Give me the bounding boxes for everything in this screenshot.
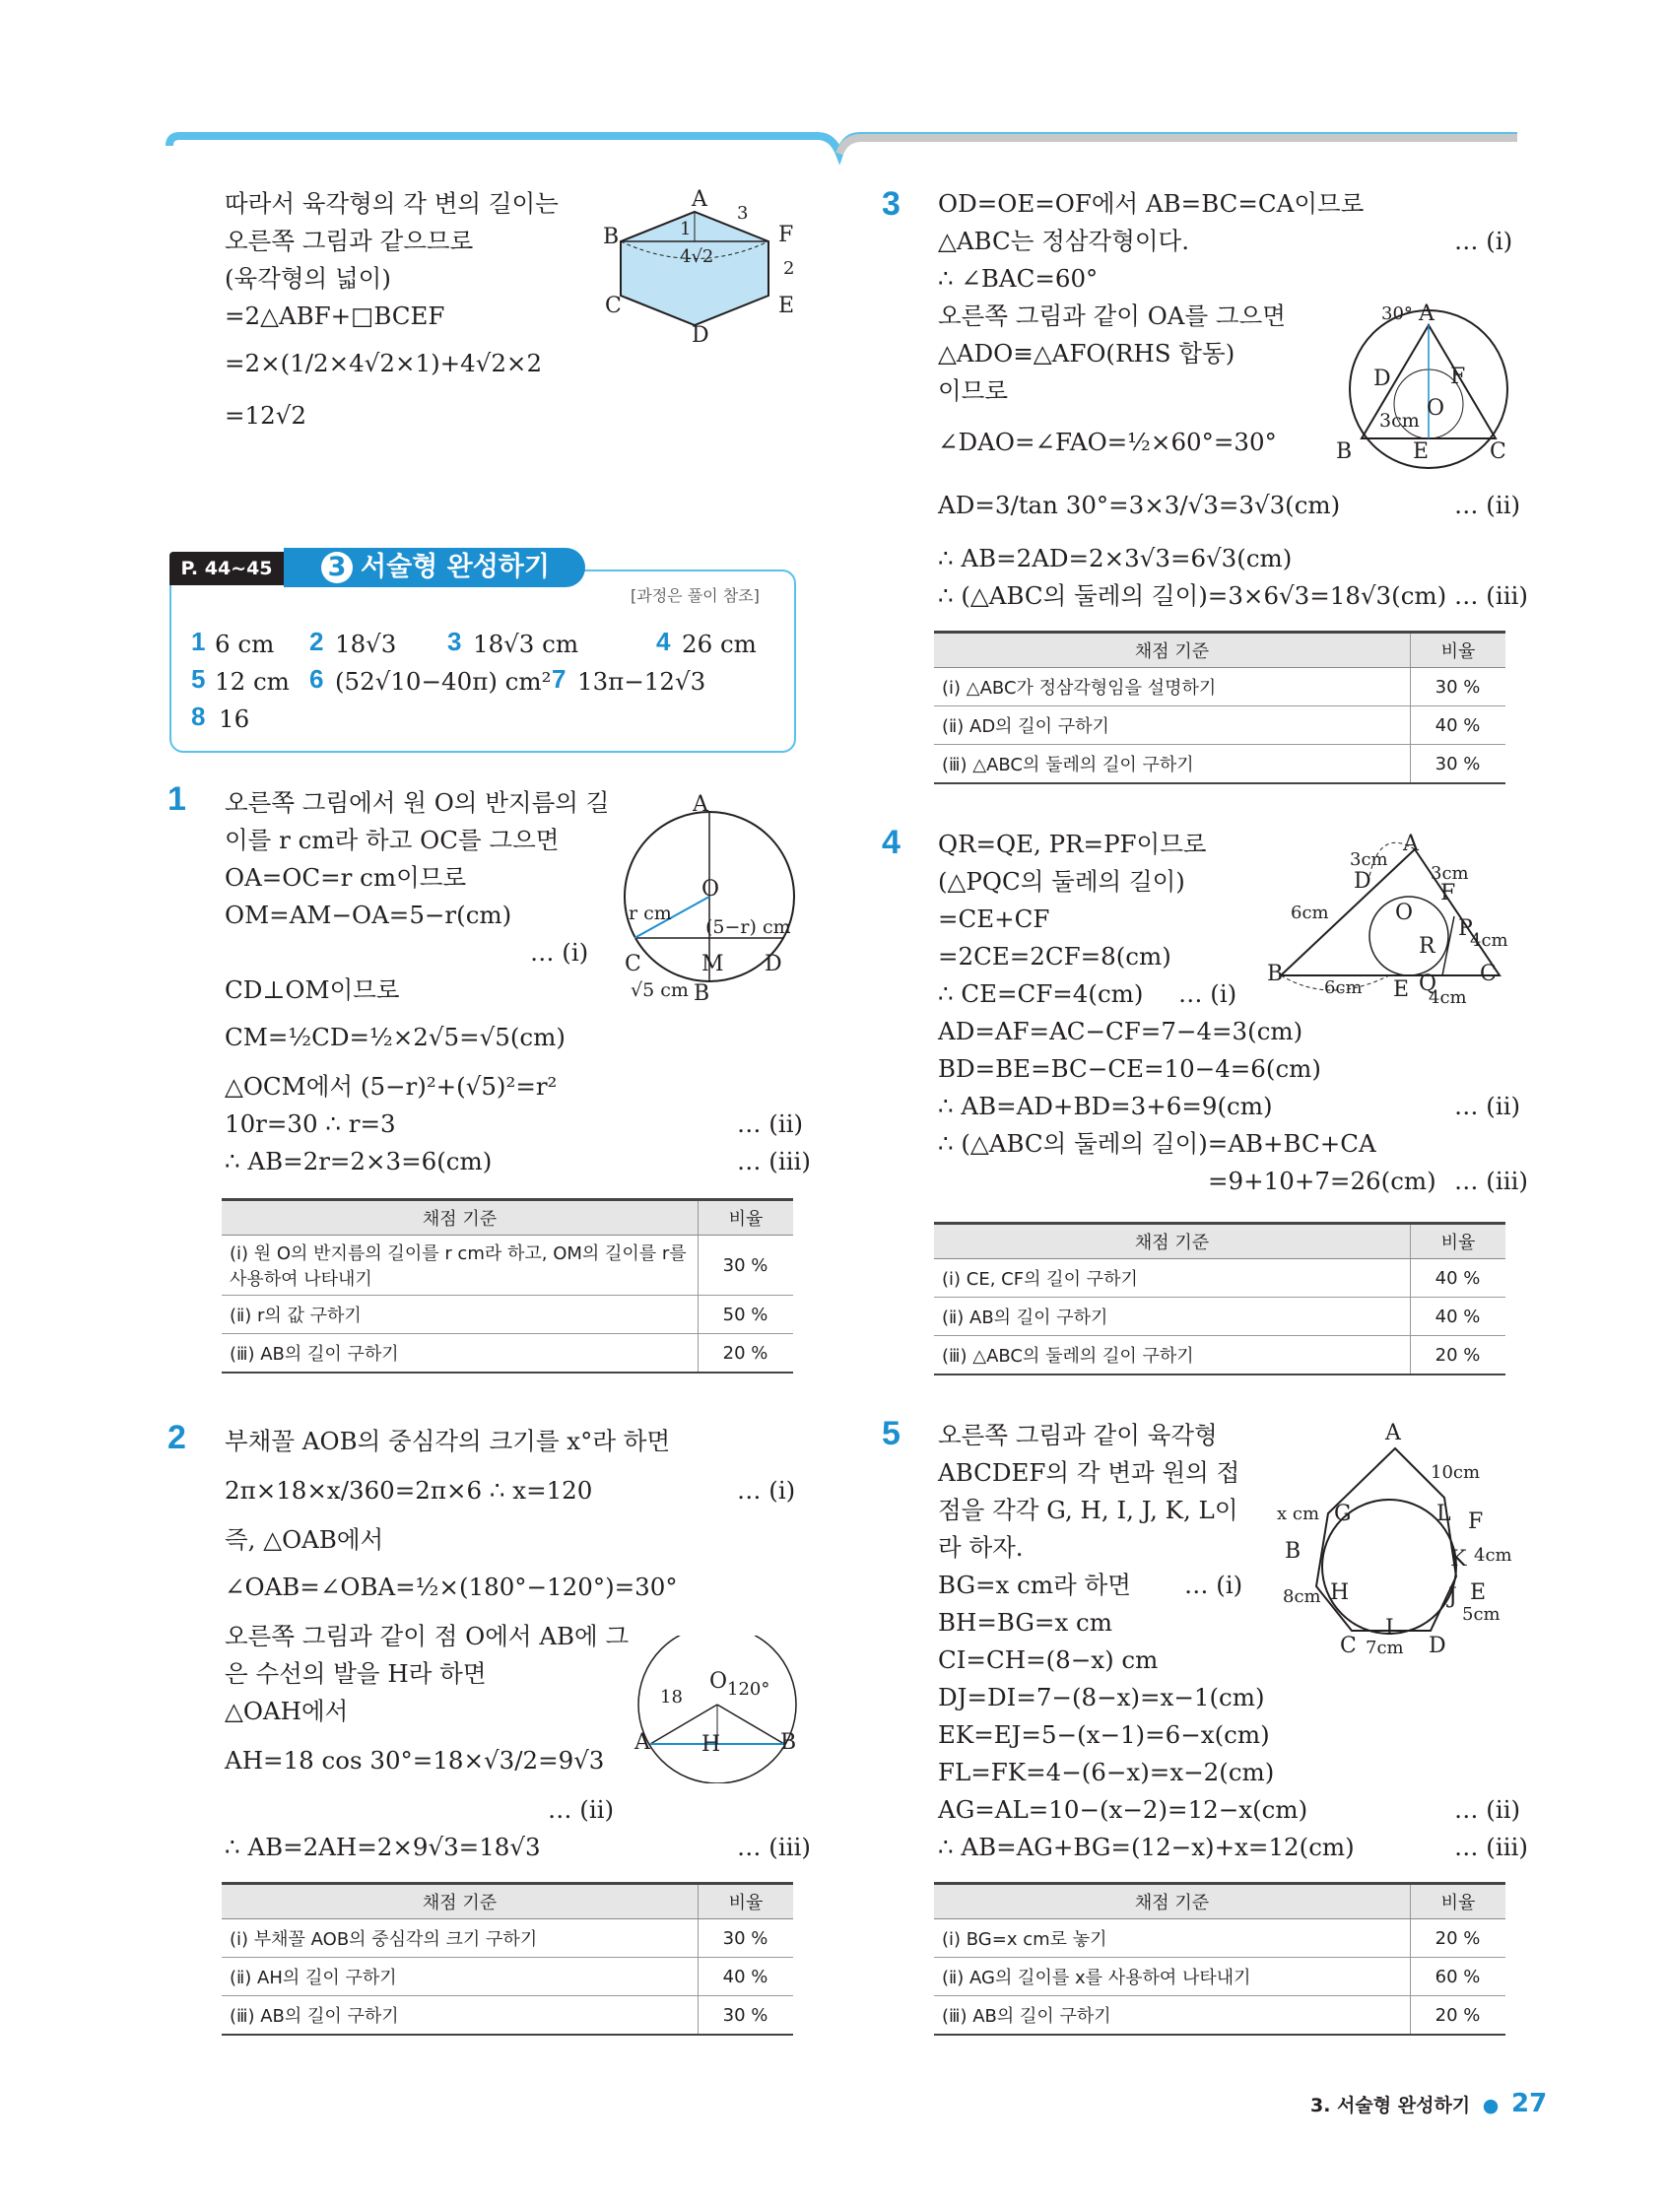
section-title: 서술형 완성하기	[361, 552, 550, 582]
text-line: ∴ AB=2AH=2×9√3=18√3	[225, 1833, 541, 1861]
answer-value: 18√3 cm	[473, 630, 579, 658]
label: r cm	[629, 903, 672, 924]
note: [과정은 풀이 참조]	[631, 586, 760, 605]
label: F	[1468, 1509, 1484, 1534]
text-line: ABCDEF의 각 변과 원의 접	[938, 1458, 1240, 1487]
text-line: BD=BE=BC−CE=10−4=6(cm)	[938, 1054, 1321, 1083]
label: L	[1436, 1502, 1451, 1526]
label: D	[1354, 869, 1371, 894]
label: D	[1373, 367, 1391, 391]
table-cell: 20 %	[1411, 1996, 1506, 2036]
problem-number: 5	[882, 1415, 901, 1452]
step-mark: … (ⅲ)	[1454, 1167, 1528, 1195]
label: B	[1267, 962, 1284, 986]
text-line: ∴ ∠BAC=60°	[938, 264, 1099, 293]
label: (5−r) cm	[705, 916, 791, 938]
text-line: CD⊥OM이므로	[225, 975, 400, 1004]
label: 8cm	[1283, 1586, 1321, 1607]
label: 6cm	[1291, 903, 1329, 923]
label: D	[765, 952, 782, 976]
table-cell: (ⅰ) 부채꼴 AOB의 중심각의 크기 구하기	[222, 1919, 699, 1958]
table-header: 채점 기준	[222, 1200, 699, 1236]
step-mark: … (ⅲ)	[737, 1147, 811, 1175]
table-cell: (ⅰ) CE, CF의 길이 구하기	[934, 1259, 1411, 1298]
table-cell: (ⅰ) △ABC가 정삼각형임을 설명하기	[934, 668, 1411, 706]
label: C	[625, 952, 641, 976]
text-line: △OAH에서	[225, 1697, 349, 1725]
label: A	[1419, 302, 1434, 326]
text-line: ∠OAB=∠OBA=½×(180°−120°)=30°	[225, 1573, 678, 1601]
text-line: 이므로	[938, 376, 1009, 405]
text-line: CI=CH=(8−x) cm	[938, 1645, 1159, 1674]
circle-num: 3	[321, 552, 353, 583]
table-header: 채점 기준	[934, 633, 1411, 668]
label: B	[1336, 439, 1353, 464]
step-mark: … (ⅲ)	[1454, 581, 1528, 610]
label: C	[1340, 1634, 1357, 1658]
answer-value: (52√10−40π) cm²	[335, 667, 552, 696]
label: 3cm	[1379, 410, 1420, 432]
table-cell: (ⅱ) r의 값 구하기	[222, 1296, 699, 1334]
step-mark: … (ⅱ)	[737, 1109, 804, 1138]
table-header: 채점 기준	[934, 1884, 1411, 1919]
label: E	[1413, 439, 1430, 464]
table-cell: 30 %	[1411, 668, 1506, 706]
header-bar	[0, 0, 1668, 168]
label: F	[1450, 365, 1466, 389]
label: H	[701, 1732, 721, 1757]
answer-value: 13π−12√3	[577, 667, 706, 696]
table-cell: 40 %	[1411, 1259, 1506, 1298]
label: 3	[737, 203, 749, 224]
table-header: 채점 기준	[934, 1224, 1411, 1259]
text-line: ∴ AB=AG+BG=(12−x)+x=12(cm)	[938, 1833, 1355, 1861]
label: K	[1450, 1547, 1467, 1572]
label: B	[694, 981, 710, 1006]
label: A	[634, 1730, 650, 1755]
text-line: 오른쪽 그림과 같이 육각형	[938, 1421, 1218, 1449]
table-cell: (ⅰ) 원 O의 반지름의 길이를 r cm라 하고, OM의 길이를 r를 사용하여 나타내기	[222, 1236, 699, 1296]
text-line: 오른쪽 그림과 같이 점 O에서 AB에 그	[225, 1622, 630, 1650]
answer-num: 8	[191, 702, 206, 731]
footer	[1310, 2089, 1547, 2118]
label: C	[1480, 962, 1497, 986]
table-cell: (ⅱ) AG의 길이를 x를 사용하여 나타내기	[934, 1958, 1411, 1996]
table-cell: 30 %	[699, 1236, 794, 1296]
text-line: DJ=DI=7−(8−x)=x−1(cm)	[938, 1683, 1265, 1711]
table-cell: (ⅲ) △ABC의 둘레의 길이 구하기	[934, 745, 1411, 784]
label: B	[1285, 1539, 1301, 1564]
step-mark: … (ⅱ)	[1454, 491, 1521, 519]
step-mark: … (ⅰ)	[1178, 979, 1237, 1008]
problem-number: 4	[882, 824, 901, 861]
label: R	[1419, 934, 1435, 959]
label: O	[709, 1669, 728, 1694]
label: J	[1448, 1584, 1457, 1609]
answer-num: 1	[191, 627, 206, 656]
table-cell: 30 %	[699, 1919, 794, 1958]
table-cell: (ⅲ) △ABC의 둘레의 길이 구하기	[934, 1336, 1411, 1375]
step-mark: … (ⅰ)	[737, 1476, 796, 1505]
text-line: ∴ AB=2AD=2×3√3=6√3(cm)	[938, 544, 1293, 572]
label: x cm	[1277, 1504, 1320, 1524]
grading-table-1	[222, 1198, 793, 1374]
label: 7cm	[1366, 1638, 1404, 1658]
text-line: ∴ (△ABC의 둘레의 길이)=AB+BC+CA	[938, 1129, 1376, 1158]
problem-number: 3	[882, 185, 901, 223]
text-line: 은 수선의 발을 H라 하면	[225, 1659, 487, 1688]
answer-value: 18√3	[335, 630, 397, 658]
text-line: AD=AF=AC−CF=7−4=3(cm)	[938, 1017, 1303, 1045]
label: C	[1490, 439, 1506, 464]
table-cell: 30 %	[699, 1996, 794, 2036]
table-header: 비율	[1411, 633, 1506, 668]
step-mark: … (ⅱ)	[1454, 1092, 1521, 1120]
text-line: 오른쪽 그림에서 원 O의 반지름의 길	[225, 788, 610, 817]
text-line: 10r=30 ∴ r=3	[225, 1109, 396, 1138]
label: A	[693, 792, 708, 817]
table-cell: (ⅰ) BG=x cm로 놓기	[934, 1919, 1411, 1958]
answer-num: 6	[309, 664, 324, 694]
text-line: 2π×18×x/360=2π×6 ∴ x=120	[225, 1476, 593, 1505]
grading-table-2	[222, 1882, 793, 2036]
label: Q	[1419, 972, 1437, 996]
label: 120°	[727, 1679, 770, 1700]
answer-num: 2	[309, 627, 324, 656]
label: H	[1330, 1580, 1350, 1605]
label: 1	[680, 219, 692, 239]
table-cell: 60 %	[1411, 1958, 1506, 1996]
table-cell: 40 %	[699, 1958, 794, 1996]
table-header: 비율	[1411, 1884, 1506, 1919]
label: 30°	[1381, 303, 1413, 324]
page-tag: P. 44~45	[169, 552, 284, 585]
text-line: BG=x cm라 하면	[938, 1571, 1131, 1599]
problem-number: 2	[167, 1419, 186, 1456]
text-line: △ADO≡△AFO(RHS 합동)	[938, 339, 1235, 368]
label: D	[1429, 1634, 1446, 1658]
answer-value: 6 cm	[215, 630, 275, 658]
table-cell: 30 %	[1411, 745, 1506, 784]
label: E	[1470, 1580, 1487, 1605]
step-mark: … (ⅰ)	[530, 938, 589, 967]
label: F	[778, 223, 794, 247]
text-line: AD=3/tan 30°=3×3/√3=3√3(cm)	[938, 491, 1341, 519]
text-line: △OCM에서 (5−r)²+(√5)²=r²	[225, 1072, 558, 1101]
grading-table-5	[934, 1882, 1505, 2036]
table-cell: 50 %	[699, 1296, 794, 1334]
label: O	[701, 877, 720, 902]
text-line: OD=OE=OF에서 AB=BC=CA이므로	[938, 189, 1365, 218]
table-cell: 20 %	[1411, 1919, 1506, 1958]
text-line: OA=OC=r cm이므로	[225, 863, 467, 892]
text-line: 오른쪽 그림과 같으므로	[225, 227, 474, 255]
label: 2	[783, 258, 795, 279]
table-cell: (ⅲ) AB의 길이 구하기	[222, 1334, 699, 1374]
answer-num: 3	[447, 627, 462, 656]
text-line: ∴ AB=2r=2×3=6(cm)	[225, 1147, 493, 1175]
grading-table-4	[934, 1222, 1505, 1375]
step-mark: … (ⅲ)	[737, 1833, 811, 1861]
bullet-icon: ●	[1482, 2095, 1500, 2116]
label: A	[1403, 832, 1419, 856]
step-mark: … (ⅲ)	[1454, 1833, 1528, 1861]
table-cell: 40 %	[1411, 706, 1506, 745]
step-mark: … (ⅱ)	[1454, 1795, 1521, 1824]
text-line: ∴ (△ABC의 둘레의 길이)=3×6√3=18√3(cm)	[938, 581, 1447, 610]
label: 18	[660, 1687, 683, 1708]
label: E	[1393, 977, 1410, 1002]
table-header: 채점 기준	[222, 1884, 699, 1919]
text-line: =9+10+7=26(cm)	[1208, 1167, 1436, 1195]
table-header: 비율	[699, 1884, 794, 1919]
text-line: =12√2	[225, 401, 306, 430]
text-line: EK=EJ=5−(x−1)=6−x(cm)	[938, 1720, 1270, 1749]
table-header: 비율	[699, 1200, 794, 1236]
label: 4cm	[1429, 987, 1467, 1008]
text-line: QR=QE, PR=PF이므로	[938, 830, 1207, 858]
text-line: 따라서 육각형의 각 변의 길이는	[225, 189, 559, 218]
sector-figure	[631, 1636, 808, 1783]
table-cell: (ⅱ) AH의 길이 구하기	[222, 1958, 699, 1996]
text-line: 즉, △OAB에서	[225, 1525, 384, 1554]
text-line: (△PQC의 둘레의 길이)	[938, 867, 1185, 896]
label: O	[1427, 396, 1445, 421]
text-line: ∴ CE=CF=4(cm)	[938, 979, 1144, 1008]
table-cell: 20 %	[699, 1334, 794, 1374]
answer-num: 7	[552, 664, 567, 694]
label: 4cm	[1470, 930, 1508, 951]
text-line: ∴ AB=AD+BD=3+6=9(cm)	[938, 1092, 1273, 1120]
text-line: 부채꼴 AOB의 중심각의 크기를 x°라 하면	[225, 1427, 671, 1455]
label: √5 cm	[631, 979, 689, 1001]
table-cell: (ⅱ) AD의 길이 구하기	[934, 706, 1411, 745]
text-line: =2×(1/2×4√2×1)+4√2×2	[225, 349, 543, 377]
answer-value: 26 cm	[682, 630, 757, 658]
label: D	[692, 323, 709, 348]
label: 10cm	[1431, 1462, 1481, 1483]
step-mark: … (ⅰ)	[1184, 1571, 1243, 1599]
answer-value: 16	[219, 704, 250, 733]
label: 5cm	[1462, 1604, 1501, 1625]
text-line: =2CE=2CF=8(cm)	[938, 942, 1171, 971]
table-cell: (ⅱ) AB의 길이 구하기	[934, 1298, 1411, 1336]
table-cell: (ⅲ) AB의 길이 구하기	[222, 1996, 699, 2036]
label: 6cm	[1324, 977, 1363, 998]
label: B	[603, 225, 620, 249]
text-line: △ABC는 정삼각형이다.	[938, 227, 1189, 255]
text-line: FL=FK=4−(6−x)=x−2(cm)	[938, 1758, 1275, 1786]
grading-table-3	[934, 631, 1505, 784]
text-line: ∠DAO=∠FAO=½×60°=30°	[938, 428, 1277, 456]
label: F	[1440, 881, 1456, 905]
text-line: 오른쪽 그림과 같이 OA를 그으면	[938, 302, 1286, 330]
table-cell: 40 %	[1411, 1298, 1506, 1336]
label: A	[692, 187, 707, 212]
label: 3cm	[1431, 863, 1469, 884]
table-header: 비율	[1411, 1224, 1506, 1259]
text-line: 이를 r cm라 하고 OC를 그으면	[225, 826, 560, 854]
text-line: 라 하자.	[938, 1533, 1024, 1562]
label: 4cm	[1474, 1545, 1512, 1566]
table-cell: 20 %	[1411, 1336, 1506, 1375]
text-line: =CE+CF	[938, 905, 1050, 933]
text-line: 점을 각각 G, H, I, J, K, L이	[938, 1496, 1238, 1524]
step-mark: … (ⅱ)	[548, 1795, 615, 1824]
text-line: OM=AM−OA=5−r(cm)	[225, 901, 512, 929]
label: G	[1334, 1502, 1352, 1526]
answer-value: 12 cm	[215, 667, 290, 696]
answer-num: 4	[656, 627, 671, 656]
footer-section: 3. 서술형 완성하기	[1310, 2095, 1471, 2116]
step-mark: … (ⅰ)	[1454, 227, 1513, 255]
table-cell: (ⅲ) AB의 길이 구하기	[934, 1996, 1411, 2036]
problem-number: 1	[167, 780, 186, 818]
text-line: BH=BG=x cm	[938, 1608, 1113, 1637]
label: P	[1458, 916, 1473, 941]
answer-num: 5	[191, 664, 206, 694]
text-line: AH=18 cos 30°=18×√3/2=9√3	[225, 1746, 605, 1775]
page-number: 27	[1511, 2089, 1548, 2118]
text-line: CM=½CD=½×2√5=√5(cm)	[225, 1023, 566, 1051]
text-line: (육각형의 넓이)	[225, 264, 391, 293]
label: I	[1385, 1616, 1394, 1641]
text-line: =2△ABF+□BCEF	[225, 302, 445, 330]
label: C	[605, 294, 622, 318]
label: M	[701, 952, 724, 976]
text-line: AG=AL=10−(x−2)=12−x(cm)	[938, 1795, 1308, 1824]
label: A	[1385, 1421, 1401, 1445]
section-title-banner	[284, 548, 585, 587]
label: E	[778, 294, 795, 318]
label: B	[780, 1730, 797, 1755]
label: 4√2	[680, 246, 714, 267]
label: 3cm	[1350, 849, 1388, 870]
label: O	[1395, 901, 1414, 925]
